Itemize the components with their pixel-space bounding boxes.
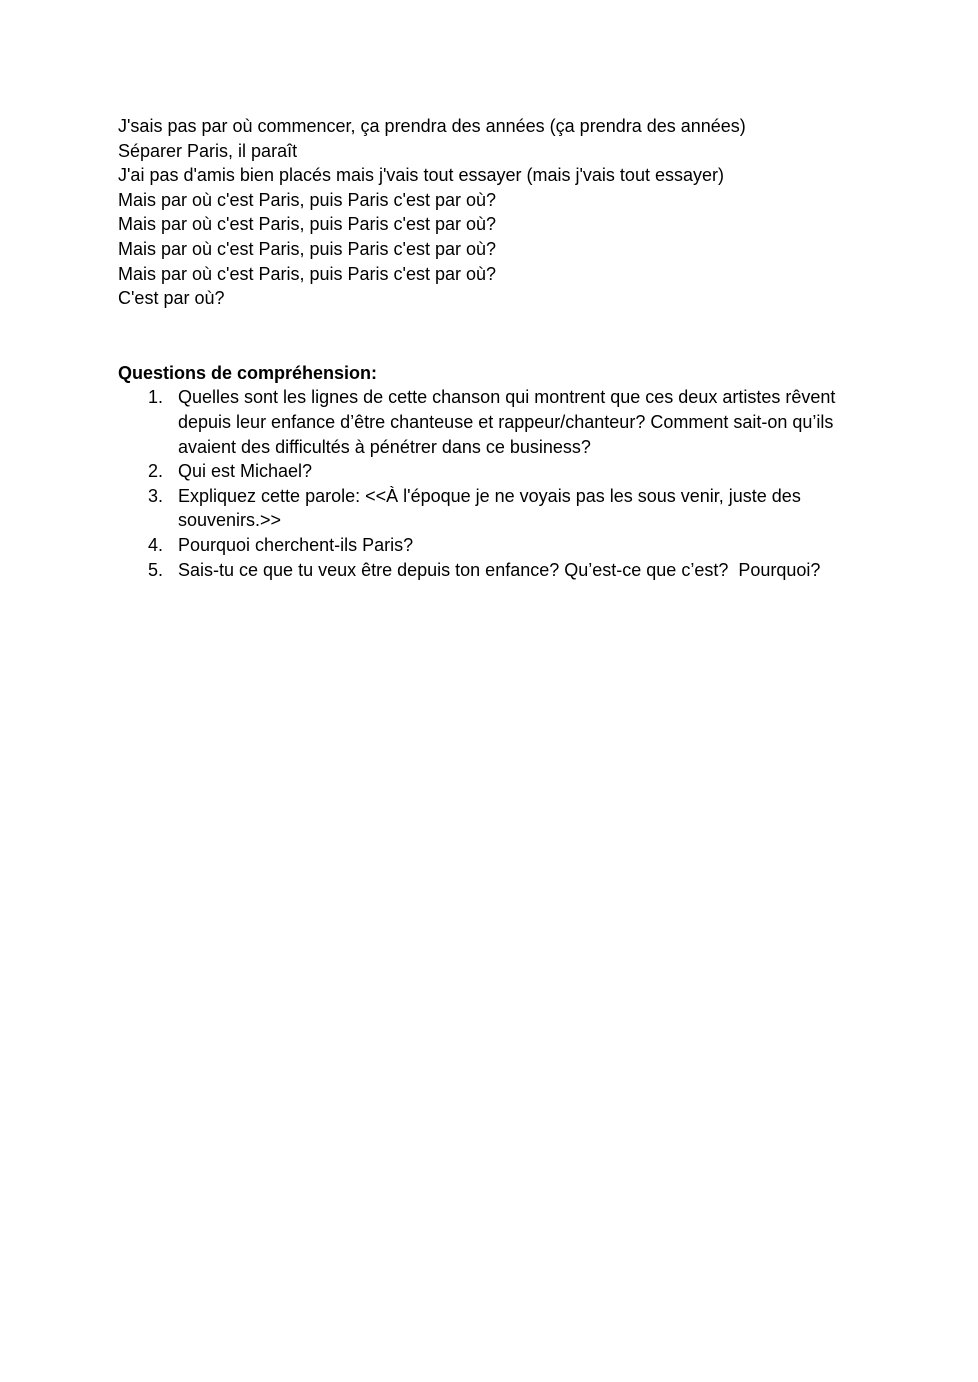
lyric-line: J'ai pas d'amis bien placés mais j'vais tout essayer (mais j'vais tout essayer) [118, 165, 724, 186]
lyric-line: Mais par où c'est Paris, puis Paris c'est par où? [118, 214, 497, 235]
lyrics-block [118, 114, 860, 311]
question-text: Qui est Michael? [178, 461, 313, 482]
question-item [118, 484, 860, 533]
question-text: Pourquoi cherchent-ils Paris? [178, 534, 414, 555]
lyric-line: C'est par où? [118, 288, 225, 309]
question-number: 1. [148, 387, 164, 408]
questions-heading: Questions de compréhension: [118, 362, 378, 383]
question-number: 2. [148, 461, 164, 482]
question-item [118, 533, 860, 558]
question-number: 3. [148, 485, 164, 506]
question-text: Quelles sont les lignes de cette chanson qui montrent que ces deux artistes rêvent depuis leur enfance d’être chanteuse et rappeur/chanteur? Comment sait-on qu’ils avaient des difficultés à pénétrer dans ce business? [178, 387, 841, 457]
questions-list [118, 385, 860, 582]
lyric-line: Mais par où c'est Paris, puis Paris c'est par où? [118, 263, 497, 284]
question-text: Sais-tu ce que tu veux être depuis ton enfance? Qu’est-ce que c’est? Pourquoi? [178, 559, 821, 580]
question-item [118, 385, 860, 459]
lyric-line: J'sais pas par où commencer, ça prendra des années (ça prendra des années) [118, 116, 746, 136]
question-item [118, 459, 860, 484]
document-content [118, 114, 860, 582]
question-number: 4. [148, 534, 164, 555]
lyric-line: Séparer Paris, il paraît [118, 140, 298, 161]
question-text: Expliquez cette parole: <<À l'époque je ne voyais pas les sous venir, juste des souvenirs.>> [178, 485, 806, 531]
lyric-line: Mais par où c'est Paris, puis Paris c'est par où? [118, 238, 497, 259]
blank-space [118, 311, 860, 361]
lyric-line: Mais par où c'est Paris, puis Paris c'est par où? [118, 189, 497, 210]
question-number: 5. [148, 559, 164, 580]
question-item [118, 558, 860, 583]
